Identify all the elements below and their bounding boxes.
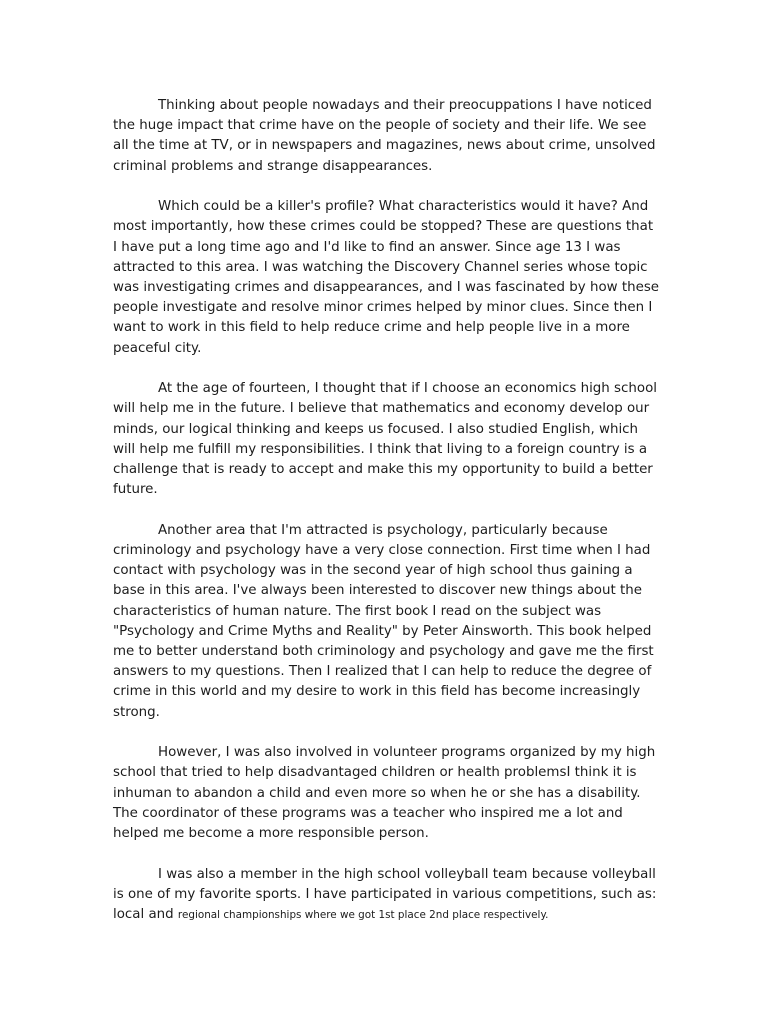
paragraph-1: Thinking about people nowadays and their preocuppations I have noticed the huge impact that crime have on the people of society and their life. We see all the time at TV, or in newspapers and magazines, news about crime, unsolved criminal problems and strange disappearances. (113, 98, 656, 174)
paragraph-6-small-text: regional championships where we got 1st place 2nd place respectively. (177, 909, 549, 922)
paragraph-4: Another area that I'm attracted is psychology, particularly because criminology and psychology have a very close connection. First time when I had contact with psychology was in the second year of high school thus gaining a base in this area. I've always been interested to discover new things about the characteristics of human nature. The first book I read on the subject was "Psychology and Crime Myths and Reality" by Peter Ainsworth. This book helped me to better understand both criminology and psychology and gave me the first answers to my questions. Then I realized that I can help to reduce the degree of crime in this world and my desire to work in this field has become increasingly strong. (113, 522, 654, 720)
document-body (113, 96, 661, 946)
paragraph-6-text: I was also a member in the high school volleyball team because volleyball is one of my favorite sports. I have participated in various competitions, such as: local and (113, 866, 657, 923)
paragraph-6 (113, 865, 661, 926)
paragraph-2: Which could be a killer's profile? What characteristics would it have? And most importantly, how these crimes could be stopped? These are questions that I have put a long time ago and I'd like to find an answer. Since age 13 I was attracted to this area. I was watching the Discovery Channel series whose topic was investigating crimes and disappearances, and I was fascinated by how these people investigate and resolve minor crimes helped by minor clues. Since then I want to work in this field to help reduce crime and help people live in a more peaceful city. (113, 199, 660, 356)
paragraph-5: However, I was also involved in volunteer programs organized by my high school that tried to help disadvantaged children or health problemsI think it is inhuman to abandon a child and even more so when he or she has a disability. The coordinator of these programs was a teacher who inspired me a lot and helped me become a more responsible person. (113, 745, 656, 842)
paragraph-3: At the age of fourteen, I thought that if I choose an economics high school will help me in the future. I believe that mathematics and economy develop our minds, our logical thinking and keeps us focused. I also studied English, which will help me fulfill my responsibilities. I think that living to a foreign country is a challenge that is ready to accept and make this my opportunity to build a better future. (113, 381, 657, 498)
